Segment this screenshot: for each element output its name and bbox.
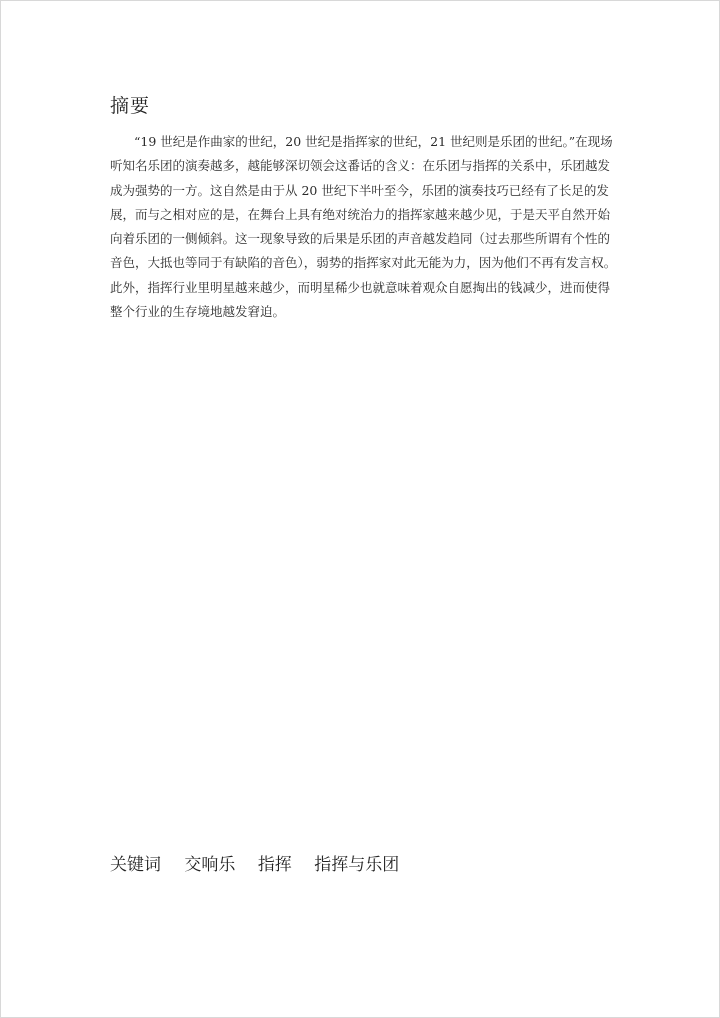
abstract-line: 向着乐团的一侧倾斜。这一现象导致的后果是乐团的声音越发趋同（过去那些所谓有个性的 [110,231,611,247]
abstract-line: “19 世纪是作曲家的世纪，20 世纪是指挥家的世纪，21 世纪则是乐团的世纪。”在现场 [134,134,613,149]
keyword-item: 指挥 [257,855,292,875]
abstract-line: 整个行业的生存境地越发窘迫。 [110,304,286,320]
abstract-line: 此外，指挥行业里明星越来越少，而明星稀少也就意味着观众自愿掏出的钱减少，进而使得 [110,279,611,295]
keywords-row [110,852,416,878]
abstract-line: 听知名乐团的演奏越多，越能够深切领会这番话的含义：在乐团与指挥的关系中，乐团越发 [110,158,611,174]
keyword-item: 交响乐 [184,855,236,875]
abstract-line: 音色，大抵也等同于有缺陷的音色），弱势的指挥家对此无能为力，因为他们不再有发言权。 [110,255,617,271]
abstract-heading: 摘要 [110,95,151,117]
keyword-item: 指挥与乐团 [314,855,400,875]
abstract-line: 展，而与之相对应的是，在舞台上具有绝对统治力的指挥家越来越少见，于是天平自然开始 [110,206,611,222]
abstract-body [110,130,620,324]
keywords-label: 关键词 [110,855,161,875]
abstract-line: 成为强势的一方。这自然是由于从 20 世纪下半叶至今，乐团的演奏技巧已经有了长足的发 [110,182,609,198]
